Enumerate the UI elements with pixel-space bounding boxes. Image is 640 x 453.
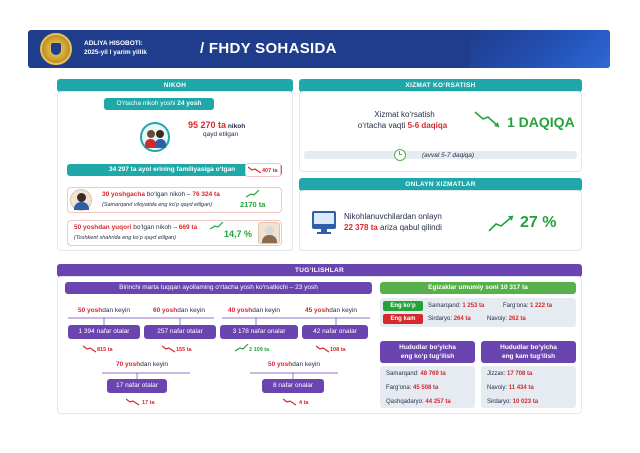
least-region-2-value: 11 434 ta — [508, 385, 534, 391]
least-region-3-name: Sirdaryo: — [487, 399, 513, 405]
over50-value: 669 ta — [178, 224, 198, 231]
least-region-2-name: Navoiy: — [487, 385, 509, 391]
least-region-1-value: 17 708 ta — [507, 371, 533, 377]
age-group-connectors-2 — [100, 370, 340, 380]
online-line2 — [344, 223, 442, 233]
most-regions-title — [380, 341, 475, 363]
service-line2-prefix: o‘rtacha vaqti — [357, 121, 408, 130]
twins-least-2 — [487, 315, 526, 323]
group-5-after: dan keyin — [140, 361, 169, 368]
group-4-count: 42 nafar onalar — [302, 325, 368, 339]
group-5-age: 70 yosh — [116, 361, 141, 368]
header-org-line2: 2025-yil I yarim yillik — [84, 49, 147, 56]
twins-least-1 — [428, 315, 471, 323]
marriage-total-suffix: nikoh — [226, 123, 246, 130]
ministry-emblem-icon — [40, 33, 72, 65]
header-subtitle — [84, 39, 147, 57]
twins-most-1-value: 1 253 ta — [462, 303, 485, 309]
group-6-age: 50 yosh — [268, 361, 293, 368]
group-3-label — [228, 307, 280, 315]
least-region-1 — [487, 370, 532, 378]
avg-marriage-age — [104, 98, 214, 110]
service-line1: Xizmat ko‘rsatish — [374, 110, 435, 119]
most-region-3 — [386, 398, 451, 406]
trend-down-icon — [283, 398, 297, 406]
least-region-1-name: Jizzax: — [487, 371, 508, 377]
most-region-1-name: Samarqand: — [386, 371, 421, 377]
service-panel-title: XIZMAT KO‘RSATISH — [299, 79, 582, 92]
most-regions-title-1: Hududlar bo‘yicha — [399, 344, 456, 351]
couple-icon — [140, 122, 170, 152]
least-region-3-value: 10 023 ta — [512, 399, 539, 405]
twins-least-1-value: 264 ta — [453, 316, 471, 322]
most-region-2-value: 45 508 ta — [413, 385, 439, 391]
online-count: 22 378 ta — [344, 223, 378, 232]
most-region-2 — [386, 384, 438, 392]
group-5-count: 17 nafar otalar — [107, 379, 167, 393]
group-6-label — [268, 361, 320, 369]
marriage-total-value: 95 270 ta — [188, 120, 227, 130]
group-1-count: 1 394 nafar otalar — [68, 325, 140, 339]
most-regions-title-2: eng ko‘p tug‘ilish — [400, 353, 455, 360]
twins-most-2 — [503, 302, 552, 310]
service-previous: (avval 5-7 daqiqa) — [422, 152, 475, 159]
first-birth-age-bar: Birinchi marta tuqqan ayollaming o‘rtacha yosh ko‘rsatkichi – 23 yosh — [65, 282, 372, 294]
group-1-age: 50 yosh — [78, 307, 103, 314]
group-6-after: dan keyin — [292, 361, 321, 368]
clock-icon — [394, 149, 406, 161]
header-org-line1: ADLIYA HISOBOTI: — [84, 40, 143, 47]
group-6-change: 4 ta — [299, 400, 309, 406]
group-3-after: dan keyin — [252, 307, 281, 314]
avg-age-value: 24 yosh — [177, 100, 202, 107]
group-1-after: dan keyin — [102, 307, 131, 314]
group-1-label — [78, 307, 130, 315]
least-regions-title-2: eng kam tug‘ilish — [501, 353, 556, 360]
least-region-3 — [487, 398, 538, 406]
twins-least-2-value: 262 ta — [508, 316, 526, 322]
group-2-age: 60 yosh — [153, 307, 178, 314]
computer-icon — [312, 211, 336, 229]
twins-most-1 — [428, 302, 484, 310]
group-5-change: 17 ta — [142, 400, 155, 406]
over50-mid: bo‘lgan nikoh – — [131, 224, 179, 231]
under30-value: 76 324 ta — [192, 191, 220, 198]
family-name-text: 34 297 ta ayol erining familiyasiga o‘tgan — [109, 166, 236, 173]
service-line2 — [340, 121, 465, 131]
over50-prefix: 50 yoshdan yuqori — [74, 224, 132, 231]
trend-down-icon — [248, 166, 262, 174]
over50-change: 14,7 % — [224, 229, 253, 239]
trend-down-icon — [474, 110, 502, 130]
twins-most-2-region: Farg‘ona: — [503, 303, 531, 309]
online-line2-suffix: ariza qabul qilindi — [377, 223, 442, 232]
most-region-3-name: Qashqadaryo: — [386, 399, 426, 405]
marriage-total-caption: qayd etilgan — [203, 131, 239, 138]
service-result: 1 DAQIQA — [507, 114, 575, 130]
avg-age-label: O‘rtacha nikoh yoshi — [116, 100, 178, 107]
under30-change: 2170 ta — [240, 200, 266, 209]
elderly-man-avatar-icon — [258, 222, 280, 244]
twins-most-2-value: 1 222 ta — [530, 303, 553, 309]
trend-down-icon — [126, 398, 140, 406]
most-region-1-value: 48 769 ta — [420, 371, 446, 377]
over50-line — [74, 224, 197, 232]
twins-least-2-region: Navoiy: — [487, 316, 509, 322]
age-group-connectors — [66, 316, 372, 376]
group-4-change: 108 ta — [330, 347, 346, 353]
trend-up-icon — [246, 190, 260, 198]
group-4-label — [305, 307, 357, 315]
least-tag: Eng kam — [383, 314, 423, 324]
most-tag: Eng ko‘p — [383, 301, 423, 311]
header-stripe — [470, 30, 610, 68]
least-regions-title-1: Hududlar bo‘yicha — [500, 344, 557, 351]
under30-note: (Samarqand viloyatida eng ko‘p qayd etilgan) — [102, 202, 213, 208]
births-panel-title: TUG‘ILISHLAR — [57, 264, 582, 277]
under30-line — [102, 191, 220, 199]
over50-note: (Toshkent shahrida eng ko‘p qayd etilgan) — [74, 235, 176, 241]
group-2-after: dan keyin — [177, 307, 206, 314]
trend-up-icon — [488, 213, 516, 233]
most-region-2-name: Farg‘ona: — [386, 385, 414, 391]
under30-mid: bo‘lgan nikoh – — [145, 191, 193, 198]
family-name-change-value: 407 ta — [262, 168, 278, 174]
nikoh-panel-title: NIKOH — [57, 79, 293, 92]
online-percent: 27 % — [520, 214, 557, 231]
twins-least-1-region: Sirdaryo: — [428, 316, 454, 322]
service-time-value: 5-6 daqiqa — [407, 121, 448, 130]
group-1-change: 815 ta — [97, 347, 113, 353]
least-regions-title — [481, 341, 576, 363]
trend-up-icon — [210, 222, 224, 230]
most-region-3-value: 44 257 ta — [425, 399, 451, 405]
group-4-after: dan keyin — [329, 307, 358, 314]
young-man-avatar-icon — [70, 189, 92, 211]
family-name-change-badge — [245, 163, 281, 177]
group-3-age: 40 yosh — [228, 307, 253, 314]
group-2-change: 155 ta — [176, 347, 192, 353]
group-4-age: 45 yosh — [305, 307, 330, 314]
group-2-count: 257 nafar otalar — [144, 325, 216, 339]
online-line1: Nikohlanuvchilardan onlayn — [344, 212, 442, 221]
group-5-label — [116, 361, 168, 369]
page-header — [28, 30, 610, 68]
under30-prefix: 30 yoshgacha — [102, 191, 145, 198]
twins-title: Egizaklar umumiy soni 10 317 ta — [380, 282, 576, 294]
group-3-change: 2 109 ta — [249, 347, 270, 353]
group-2-label — [153, 307, 205, 315]
twins-most-1-region: Samarqand: — [428, 303, 463, 309]
online-panel-title: ONLAYN XIZMATLAR — [299, 178, 582, 191]
most-region-1 — [386, 370, 446, 378]
least-region-2 — [487, 384, 534, 392]
page-title: / FHDY SOHASIDA — [200, 40, 337, 57]
group-3-count: 3 178 nafar onalar — [220, 325, 298, 339]
group-6-count: 8 nafar onalar — [262, 379, 324, 393]
